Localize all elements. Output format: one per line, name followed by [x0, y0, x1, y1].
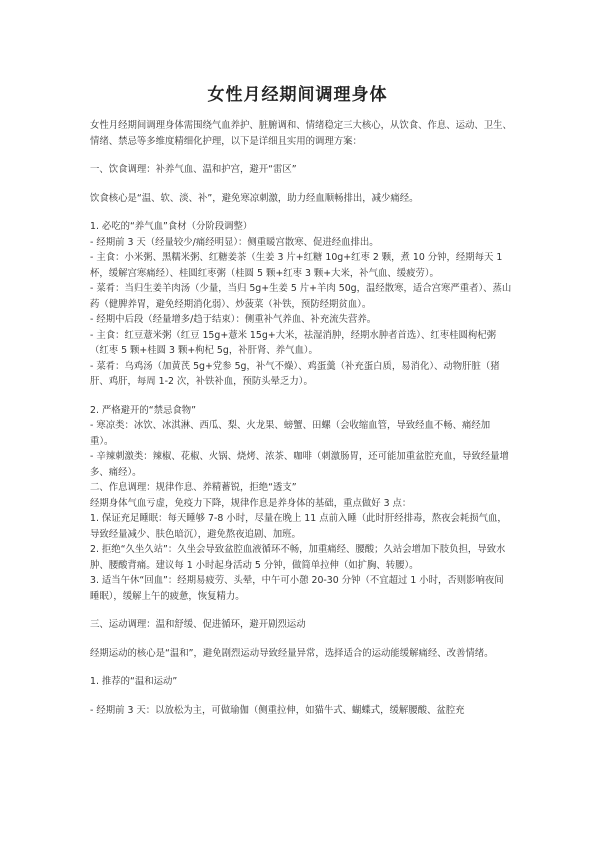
- list-item: - 经期前 3 天：以放松为主，可做瑜伽（侧重拉伸，如猫牛式、蝴蝶式，缓解腰酸、盆腔充: [90, 704, 465, 716]
- list-item: - 寒凉类：冰饮、冰淇淋、西瓜、梨、火龙果、螃蟹、田螺（会收缩血管，导致经血不畅、痛经加重）。: [90, 420, 491, 447]
- page-title: 女性月经期间调理身体: [207, 85, 388, 105]
- list-item: - 辛辣刺激类：辣椒、花椒、火锅、烧烤、浓茶、咖啡（刺激肠胃，还可能加重盆腔充血，导致经量增多、痛经）。: [90, 451, 509, 478]
- section-heading-diet: 一、饮食调理：补养气血、温和护宫，避开“雷区”: [90, 164, 297, 175]
- list-item: 3. 适当午休“回血”：经期易疲劳、头晕，中午可小憩 20-30 分钟（不宜超过 1 小时，否则影响夜间睡眠），缓解上午的疲惫，恢复精力。: [90, 575, 504, 602]
- list-item: 1. 保证充足睡眠：每天睡够 7-8 小时，尽量在晚上 11 点前入睡（此时肝经排毒，熬夜会耗损气血，导致经量减少、肤色暗沉），避免熬夜追剧、加班。: [90, 513, 507, 540]
- list-item: 2. 拒绝“久坐久站”：久坐会导致盆腔血液循环不畅，加重痛经、腰酸；久站会增加下肢负担，导致水肿、腰酸背痛。建议每 1 小时起身活动 5 分钟，做简单拉伸（如扩胸、转腰）。: [90, 544, 506, 571]
- diet-core-paragraph: 饮食核心是“温、软、淡、补”，避免寒凉刺激，助力经血顺畅排出，减少痛经。: [90, 192, 419, 204]
- exercise-core-paragraph: 经期运动的核心是“温和”，避免剧烈运动导致经量异常，选择适合的运动能缓解痛经、改善情绪。: [90, 647, 494, 659]
- exercise-subheading-recommended: 1. 推荐的“温和运动”: [90, 676, 178, 687]
- list-item: - 主食：红豆薏米粥（红豆 15g+薏米 15g+大米，祛湿消肿，经期水肿者首选）、红枣桂圆枸杞粥（红枣 5 颗+桂圆 3 颗+枸杞 5g，补肝肾、养气血）。: [90, 329, 496, 356]
- diet-subheading-must-eat: 1. 必吃的“养气血”食材（分阶段调整）: [90, 221, 253, 232]
- diet-subheading-avoid: 2. 严格避开的“禁忌食物”: [90, 404, 197, 416]
- document-body: [90, 118, 513, 718]
- intro-paragraph: 女性月经期间调理身体需围绕气血养护、脏腑调和、情绪稳定三大核心，从饮食、作息、运动、卫生、情绪、禁忌等多维度精细化护理，以下是详细且实用的调理方案：: [90, 120, 512, 147]
- list-item: - 经期中后段（经量增多/趋于结束）：侧重补气养血、补充流失营养。: [90, 314, 377, 325]
- list-item: - 菜肴：当归生姜羊肉汤（少量，当归 5g+生姜 5 片+羊肉 50g，温经散寒，适合宫寒严重者）、蒸山药（健脾养胃，避免经期消化弱）、炒菠菜（补铁，预防经期贫血）。: [90, 283, 512, 310]
- section-heading-exercise: 三、运动调理：温和舒缓、促进循环，避开剧烈运动: [90, 619, 306, 630]
- rest-intro-paragraph: 经期身体气血亏虚，免疫力下降，规律作息是养身体的基础，重点做好 3 点：: [90, 497, 412, 509]
- list-item: - 菜肴：乌鸡汤（加黄芪 5g+党参 5g，补气不燥）、鸡蛋羹（补充蛋白质，易消化）、动物肝脏（猪肝、鸡肝，每周 1-2 次，补铁补血，预防头晕乏力）。: [90, 360, 500, 387]
- section-heading-rest: 二、作息调理：规律作息、养精蓄锐，拒绝“透支”: [90, 482, 297, 493]
- list-item: - 经期前 3 天（经量较少/痛经明显）：侧重暖宫散寒、促进经血排出。: [90, 236, 379, 248]
- list-item: - 主食：小米粥、黑糯米粥、红糖姜茶（生姜 3 片+红糖 10g+红枣 2 颗，煮 10 分钟，经期每天 1 杯，缓解宫寒痛经）、桂圆红枣粥（桂圆 5 颗+红枣 3 颗+大米，补气血、缓疲劳）。: [90, 252, 503, 279]
